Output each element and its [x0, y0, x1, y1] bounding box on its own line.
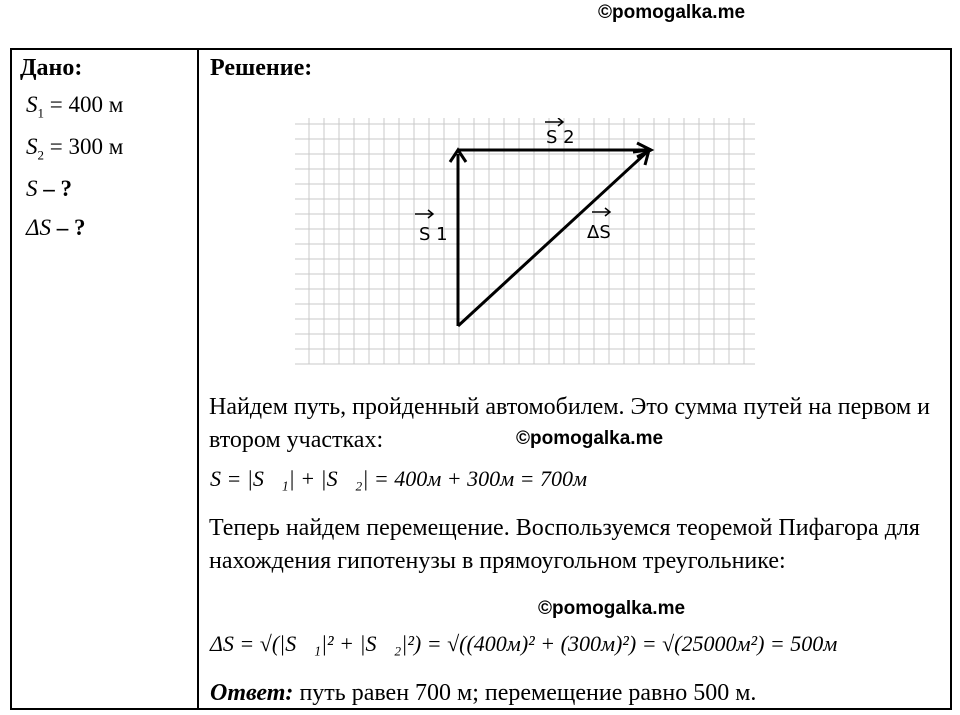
vector-ds-line	[458, 152, 647, 326]
s1-sub: 1	[37, 105, 44, 121]
s2-value: = 300 м	[44, 134, 124, 159]
grid	[295, 118, 755, 364]
given-s1	[26, 92, 123, 122]
given-s2	[26, 134, 123, 164]
answer-line	[210, 680, 756, 707]
paragraph-path: Найдем путь, пройденный автомобилем. Это сумма путей на первом и втором участках:	[209, 394, 930, 453]
label-ds: ΔS	[587, 222, 611, 243]
given-s-unknown	[26, 176, 72, 202]
given-header: Дано:	[20, 55, 83, 81]
s-symbol: S	[26, 176, 38, 201]
ds-question: – ?	[51, 215, 86, 240]
paragraph-displacement: Теперь найдем перемещение. Воспользуемся теоремой Пифагора для нахождения гипотенузы в прямоугольном треугольнике:	[209, 515, 920, 574]
s1-symbol: S	[26, 92, 38, 117]
s2-sub: 2	[37, 147, 44, 163]
s1-value: = 400 м	[44, 92, 124, 117]
vector-diagram	[295, 118, 765, 366]
answer-text: путь равен 700 м; перемещение равно 500 м.	[293, 680, 757, 706]
formula-path: S = |S⃗₁| + |S⃗₂| = 400м + 300м = 700м	[210, 466, 588, 491]
watermark-bottom: ©pomogalka.me	[538, 598, 686, 619]
ds-symbol: ΔS	[26, 215, 51, 240]
label-s2: S 2	[546, 127, 575, 148]
s2-symbol: S	[26, 134, 38, 159]
column-divider	[197, 48, 199, 710]
watermark-top: ©pomogalka.me	[598, 2, 746, 23]
label-s1: S 1	[419, 224, 448, 245]
answer-label: Ответ:	[210, 680, 294, 706]
given-ds-unknown	[26, 215, 86, 241]
watermark-middle: ©pomogalka.me	[516, 428, 664, 449]
s-question: – ?	[37, 176, 72, 201]
solution-header: Решение:	[210, 55, 313, 81]
formula-displacement: ΔS = √(|S⃗₁|² + |S⃗₂|²) = √((400м)² + (300м)²) = √(25000м²) = 500м	[210, 631, 838, 656]
